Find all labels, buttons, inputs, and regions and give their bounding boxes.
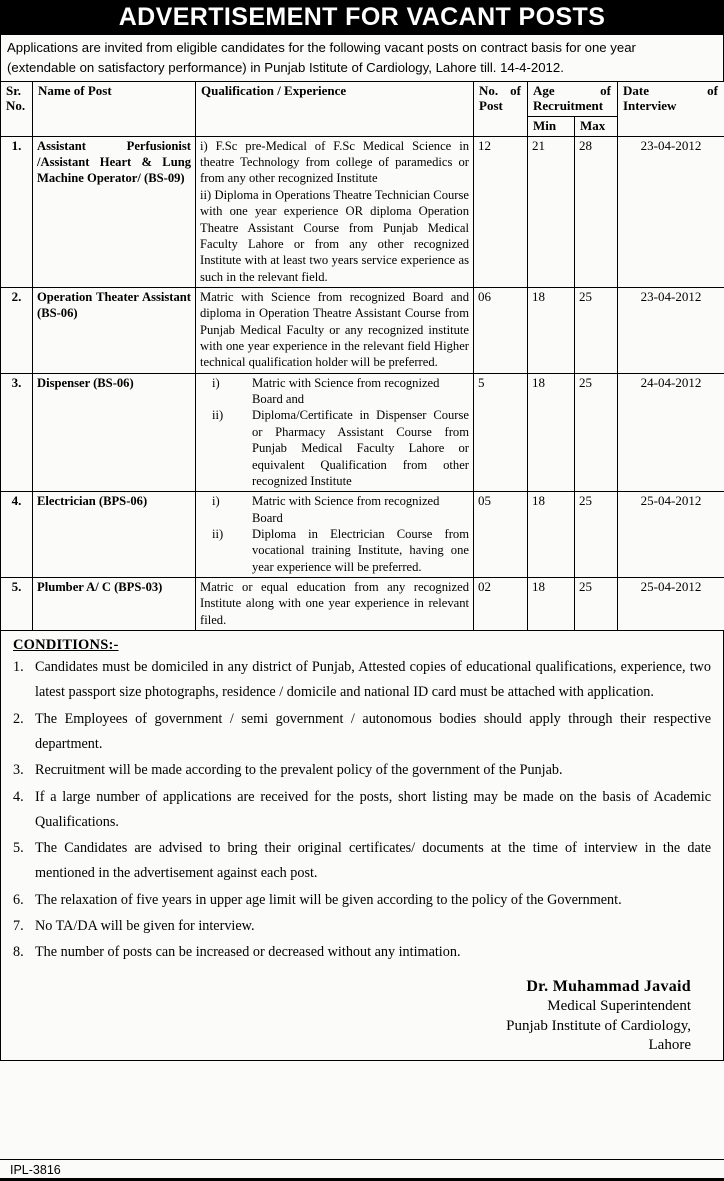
- signatory-organization: Punjab Institute of Cardiology,: [506, 1017, 691, 1034]
- header-age-max: Max: [575, 116, 618, 136]
- condition-number: 4.: [13, 788, 24, 805]
- cell-no-of-post: 12: [474, 136, 528, 287]
- cell-age-min: 18: [528, 373, 575, 492]
- condition-text: If a large number of applications are received for the posts, short listing may be made on the basis of Academic Qualifications.: [35, 788, 711, 830]
- cell-age-min: 18: [528, 287, 575, 373]
- cell-age-min: 18: [528, 578, 575, 631]
- condition-text: The number of posts can be increased or decreased without any intimation.: [35, 944, 461, 961]
- cell-age-max: 25: [575, 578, 618, 631]
- condition-number: 6.: [13, 891, 24, 908]
- qualification-item-marker: ii): [212, 526, 224, 541]
- condition-text: Recruitment will be made according to the prevalent policy of the government of the Punjab.: [35, 762, 563, 779]
- qualification-list-item: [200, 526, 469, 575]
- signatory-name: Dr. Muhammad Javaid: [526, 977, 691, 995]
- qualification-paragraph: Matric with Science from recognized Board and diploma in Operation Theatre Assistant Course from Punjab Medical Faculty or any recognized institute with one year experience in the relevant field Higher technical qualification holder will be preferred.: [200, 289, 469, 370]
- header-sr-no: Sr. No.: [1, 81, 33, 136]
- cell-age-max: 28: [575, 136, 618, 287]
- cell-date-of-interview: 25-04-2012: [618, 492, 724, 578]
- qualification-list-item: [200, 493, 469, 526]
- cell-sr-no: 2.: [1, 287, 33, 373]
- cell-name-of-post: Dispenser (BS-06): [33, 373, 196, 492]
- cell-sr-no: 5.: [1, 578, 33, 631]
- condition-item: [9, 785, 715, 836]
- condition-number: 5.: [13, 840, 24, 857]
- qualification-item-text: Diploma/Certificate in Dispenser Course or Pharmacy Assistant Course from Punjab Medical Faculty Lahore or equivalent Qualification from other recognized Institute: [252, 408, 469, 488]
- cell-date-of-interview: 23-04-2012: [618, 136, 724, 287]
- page-title-banner: [0, 0, 724, 34]
- intro-line-2: (extendable on satisfactory performance) in Punjab Istitute of Cardiology, Lahore till. 14-4-2012.: [7, 60, 564, 76]
- cell-name-of-post: Plumber A/ C (BPS-03): [33, 578, 196, 631]
- qualification-list-item: [200, 407, 469, 489]
- table-row: [1, 492, 724, 578]
- cell-age-min: 21: [528, 136, 575, 287]
- cell-name-of-post: Electrician (BPS-06): [33, 492, 196, 578]
- table-body: [1, 136, 724, 630]
- cell-name-of-post: Assistant Perfusionist /Assistant Heart & Lung Machine Operator/ (BS-09): [33, 136, 196, 287]
- cell-no-of-post: 5: [474, 373, 528, 492]
- condition-number: 1.: [13, 659, 24, 676]
- signatory-designation: Medical Superintendent: [547, 998, 691, 1015]
- page-title: ADVERTISEMENT FOR VACANT POSTS: [118, 2, 606, 31]
- qualification-item-marker: i): [212, 375, 220, 390]
- intro-paragraph: [0, 34, 724, 81]
- cell-sr-no: 4.: [1, 492, 33, 578]
- condition-number: 2.: [13, 710, 24, 727]
- condition-item: [9, 655, 715, 706]
- cell-qualification: [196, 287, 474, 373]
- condition-number: 7.: [13, 917, 24, 934]
- cell-age-max: 25: [575, 287, 618, 373]
- condition-item: [9, 836, 715, 887]
- cell-sr-no: 3.: [1, 373, 33, 492]
- qualification-paragraph: Matric or equal education from any recognized Institute along with one year experience in relevant filed.: [200, 580, 469, 627]
- conditions-section: [0, 631, 724, 1061]
- cell-no-of-post: 02: [474, 578, 528, 631]
- qualification-paragraph: ii) Diploma in Operations Theatre Technician Course with one year experience OR diploma Operation Theatre Assistant Course from Punjab Medical Faculty Lahore or from any other recognized Institute with at least two years service experience as such in the relevant field.: [200, 187, 469, 284]
- condition-text: The relaxation of five years in upper age limit will be given according to the policy of the Government.: [35, 891, 622, 908]
- qualification-list-item: [200, 375, 469, 408]
- table-header-row: [1, 81, 724, 116]
- header-qualification: Qualification / Experience: [196, 81, 474, 136]
- intro-line-1: Applications are invited from eligible candidates for the following vacant posts on contract basis for one year: [7, 40, 636, 55]
- conditions-heading: CONDITIONS:-: [13, 637, 119, 654]
- qualification-item-text: Matric with Science from recognized Board and: [252, 375, 440, 407]
- cell-no-of-post: 05: [474, 492, 528, 578]
- cell-qualification: [196, 136, 474, 287]
- condition-item: [9, 940, 715, 965]
- cell-date-of-interview: 25-04-2012: [618, 578, 724, 631]
- qualification-item-text: Diploma in Electrician Course from vocational training Institute, having one year experience will be preferred.: [252, 526, 469, 574]
- cell-age-max: 25: [575, 492, 618, 578]
- condition-number: 8.: [13, 944, 24, 961]
- reference-code: IPL-3816: [10, 1163, 61, 1177]
- qualification-paragraph: i) F.Sc pre-Medical of F.Sc Medical Science in theatre Technology from college of paramedics or from any other recognized Institute: [200, 138, 469, 186]
- signature-block: [9, 967, 715, 1056]
- conditions-list: [9, 655, 715, 965]
- header-age-of-recruitment: Age of Recruitment: [528, 81, 618, 116]
- qualification-roman-list: [200, 375, 469, 490]
- cell-sr-no: 1.: [1, 136, 33, 287]
- header-date-of-interview: Date of Interview: [618, 81, 724, 136]
- cell-qualification: [196, 492, 474, 578]
- qualification-item-text: Matric with Science from recognized Board: [252, 494, 440, 525]
- cell-no-of-post: 06: [474, 287, 528, 373]
- qualification-item-marker: i): [212, 494, 220, 509]
- header-no-of-post: No. of Post: [474, 81, 528, 136]
- cell-qualification: [196, 373, 474, 492]
- condition-text: Candidates must be domiciled in any district of Punjab, Attested copies of educational qualifications, experience, two latest passport size photographs, residence / domicile and national ID card must be attached with application.: [35, 659, 711, 701]
- table-row: [1, 578, 724, 631]
- header-age-min: Min: [528, 116, 575, 136]
- condition-text: The Candidates are advised to bring their original certificates/ documents at the time of interview in the date mentioned in the advertisement against each post.: [35, 840, 711, 882]
- header-name-of-post: Name of Post: [33, 81, 196, 136]
- condition-item: [9, 888, 715, 913]
- qualification-roman-list: [200, 493, 469, 575]
- cell-date-of-interview: 24-04-2012: [618, 373, 724, 492]
- condition-text: No TA/DA will be given for interview.: [35, 917, 255, 934]
- cell-qualification: [196, 578, 474, 631]
- condition-number: 3.: [13, 762, 24, 779]
- condition-item: [9, 758, 715, 783]
- condition-text: The Employees of government / semi government / autonomous bodies should apply through their respective department.: [35, 710, 711, 752]
- cell-age-min: 18: [528, 492, 575, 578]
- cell-date-of-interview: 23-04-2012: [618, 287, 724, 373]
- qualification-item-marker: ii): [212, 408, 224, 423]
- table-row: [1, 287, 724, 373]
- cell-name-of-post: Operation Theater Assistant (BS-06): [33, 287, 196, 373]
- condition-item: [9, 914, 715, 939]
- signatory-city: Lahore: [648, 1037, 691, 1054]
- cell-age-max: 25: [575, 373, 618, 492]
- vacant-posts-table: [0, 81, 724, 631]
- table-row: [1, 373, 724, 492]
- table-row: [1, 136, 724, 287]
- condition-item: [9, 707, 715, 758]
